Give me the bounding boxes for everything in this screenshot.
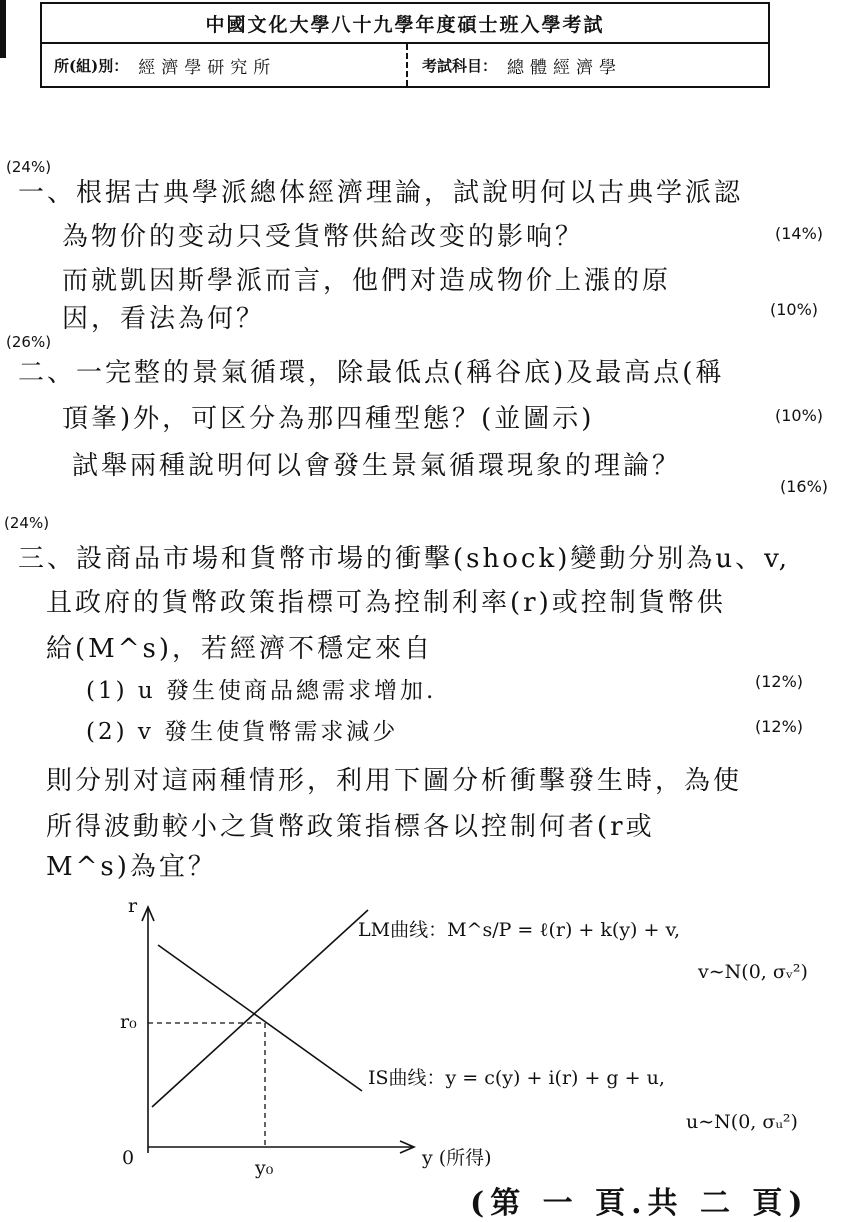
- lm-equation: LM曲线：M^s/P = ℓ(r) + k(y) + v,: [358, 919, 680, 941]
- q2-score-2: (16%): [780, 477, 829, 496]
- exam-header: [40, 2, 770, 88]
- q3-follow-1: 則分别对這兩種情形，利用下圖分析衝擊發生時，為使: [46, 766, 743, 796]
- q1-line-4: 因，看法為何？: [62, 304, 266, 334]
- subject-cell: [408, 44, 622, 86]
- q3-follow-2: 所得波動較小之貨幣政策指標各以控制何者(r或: [46, 812, 655, 842]
- q3-total-score: (24%): [4, 514, 50, 532]
- dept-label: 所(組)別：: [54, 56, 129, 75]
- scan-edge-mark: [0, 0, 6, 58]
- q3-score-2: (12%): [755, 717, 804, 736]
- lm-distribution: v∼N(0, σᵥ²): [698, 961, 808, 983]
- lm-curve: [152, 910, 368, 1107]
- subject-value: 總體經濟學: [507, 57, 623, 78]
- q2-line-3: 試舉兩種說明何以會發生景氣循環現象的理論？: [72, 451, 682, 481]
- header-info-row: [42, 44, 768, 86]
- q3-sub-1: (1) u 發生使商品總需求增加.: [86, 678, 437, 704]
- q3-sub-2: (2) v 發生使貨幣需求減少: [86, 719, 399, 745]
- is-equation: IS曲线：y = c(y) + i(r) + g + u,: [368, 1067, 665, 1089]
- q1-score-1: (14%): [775, 224, 824, 243]
- q3-line-3: 給(M^s)，若經濟不穩定來自: [46, 634, 434, 664]
- origin-label: 0: [122, 1147, 135, 1169]
- q1-line-2: 為物价的变动只受貨幣供給改变的影响？: [62, 222, 585, 252]
- q1-score-2: (10%): [770, 300, 819, 319]
- y0-label: y₀: [255, 1157, 274, 1179]
- x-axis-label: y (所得): [422, 1147, 492, 1169]
- dept-cell: [42, 44, 408, 86]
- q3-line-2: 且政府的貨幣政策指標可為控制利率(r)或控制貨幣供: [46, 588, 726, 618]
- q2-total-score: (26%): [6, 333, 52, 351]
- subject-label: 考試科目：: [422, 56, 498, 75]
- r-axis-label: r: [128, 895, 138, 917]
- dept-value: 經濟學研究所: [138, 57, 277, 78]
- r0-label: r₀: [120, 1011, 137, 1033]
- is-curve: [158, 945, 362, 1091]
- q1-line-1: 一、根据古典學派總体經濟理論，試說明何以古典学派認: [18, 178, 744, 208]
- q2-line-1: 二、一完整的景氣循環，除最低点(稱谷底)及最高点(稱: [18, 358, 725, 388]
- q2-line-2: 頂峯)外，可区分為那四種型態？(並圖示): [62, 404, 595, 434]
- q3-follow-3: M^s)為宜？: [46, 852, 217, 882]
- exam-title: 中國文化大學八十九學年度碩士班入學考試: [42, 4, 768, 44]
- is-lm-graph: [110, 885, 830, 1185]
- q2-score-1: (10%): [775, 406, 824, 425]
- q3-line-1: 三、設商品市場和貨幣市場的衝擊(shock)變動分别為u、v,: [18, 544, 790, 574]
- page-footer: (第 一 頁.共 二 頁): [470, 1186, 809, 1221]
- is-distribution: u∼N(0, σᵤ²): [686, 1111, 798, 1133]
- q1-total-score: (24%): [6, 158, 52, 176]
- q1-line-3: 而就凱因斯學派而言，他們对造成物价上漲的原: [62, 266, 672, 296]
- q3-score-1: (12%): [755, 672, 804, 691]
